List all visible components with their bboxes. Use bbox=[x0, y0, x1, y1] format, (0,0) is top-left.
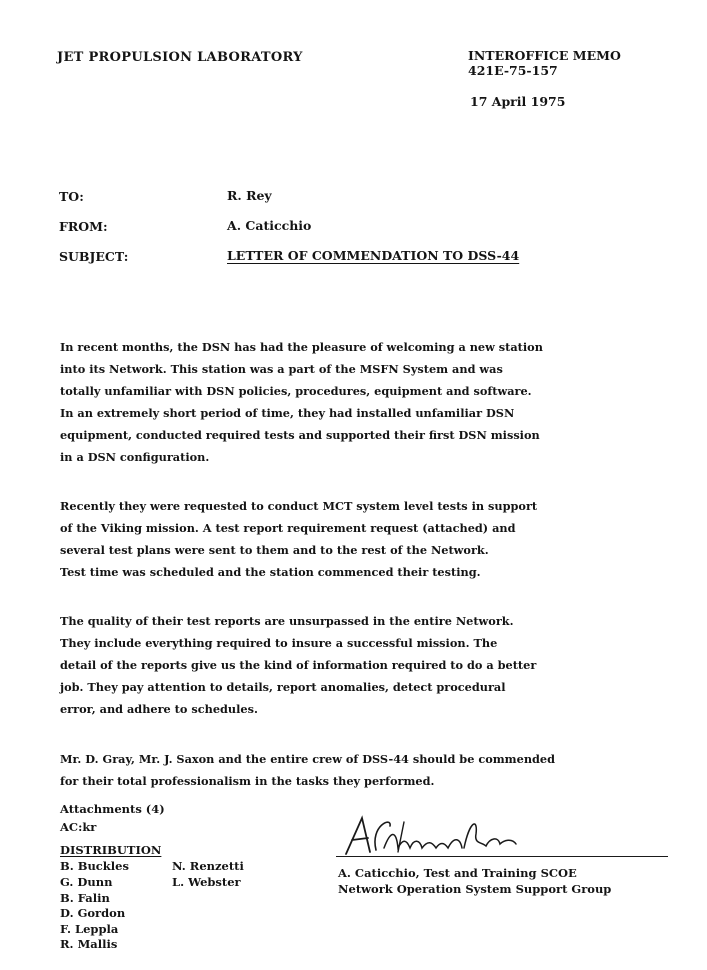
distribution-name: D. Gordon bbox=[60, 906, 126, 920]
from-value: A. Caticchio bbox=[227, 218, 312, 233]
body-line: into its Network. This station was a part of the MSFN System and was bbox=[60, 362, 503, 376]
typist-initials: AC:kr bbox=[60, 820, 97, 834]
body-line: The quality of their test reports are unsurpassed in the entire Network. bbox=[60, 614, 514, 628]
body-line: job. They pay attention to details, report anomalies, detect procedural bbox=[60, 680, 506, 694]
distribution-name: R. Mallis bbox=[60, 937, 118, 951]
body-line: in a DSN configuration. bbox=[60, 450, 210, 464]
body-line: totally unfamiliar with DSN policies, procedures, equipment and software. bbox=[60, 384, 532, 398]
distribution-title: DISTRIBUTION bbox=[60, 843, 162, 857]
body-line: In an extremely short period of time, they had installed unfamiliar DSN bbox=[60, 406, 515, 420]
memo-number: 421E-75-157 bbox=[468, 63, 558, 78]
organization-name: JET PROPULSION LABORATORY bbox=[57, 50, 303, 65]
to-value: R. Rey bbox=[227, 188, 272, 203]
subject-value: LETTER OF COMMENDATION TO DSS-44 bbox=[227, 248, 520, 263]
memo-type: INTEROFFICE MEMO bbox=[468, 48, 621, 63]
signer-group: Network Operation System Support Group bbox=[338, 882, 612, 896]
memo-date: 17 April 1975 bbox=[470, 94, 566, 109]
signature-line bbox=[336, 856, 668, 857]
distribution-name: L. Webster bbox=[172, 875, 241, 889]
signer-name-title: A. Caticchio, Test and Training SCOE bbox=[338, 866, 577, 880]
body-line: Recently they were requested to conduct MCT system level tests in support bbox=[60, 499, 538, 513]
body-line: They include everything required to insure a successful mission. The bbox=[60, 636, 498, 650]
body-line: for their total professionalism in the tasks they performed. bbox=[60, 774, 435, 788]
handwritten-signature bbox=[340, 812, 540, 860]
distribution-name: B. Buckles bbox=[60, 859, 129, 873]
body-line: equipment, conducted required tests and supported their first DSN mission bbox=[60, 428, 540, 442]
body-line: error, and adhere to schedules. bbox=[60, 702, 258, 716]
body-line: Mr. D. Gray, Mr. J. Saxon and the entire crew of DSS-44 should be commended bbox=[60, 752, 556, 766]
subject-label: SUBJECT: bbox=[59, 249, 129, 264]
to-label: TO: bbox=[59, 189, 84, 204]
attachments-note: Attachments (4) bbox=[60, 802, 165, 816]
distribution-name: B. Falin bbox=[60, 891, 110, 905]
body-paragraph-3 bbox=[60, 610, 660, 720]
from-label: FROM: bbox=[59, 219, 108, 234]
body-line: detail of the reports give us the kind of information required to do a better bbox=[60, 658, 537, 672]
body-paragraph-4 bbox=[60, 748, 660, 792]
distribution-name: N. Renzetti bbox=[172, 859, 244, 873]
distribution-name: F. Leppla bbox=[60, 922, 119, 936]
body-line: several test plans were sent to them and to the rest of the Network. bbox=[60, 543, 489, 557]
body-line: of the Viking mission. A test report requirement request (attached) and bbox=[60, 521, 516, 535]
body-paragraph-2 bbox=[60, 495, 660, 583]
distribution-name: G. Dunn bbox=[60, 875, 113, 889]
body-line: In recent months, the DSN has had the pleasure of welcoming a new station bbox=[60, 340, 543, 354]
body-paragraph-1 bbox=[60, 336, 660, 468]
body-line: Test time was scheduled and the station commenced their testing. bbox=[60, 565, 481, 579]
